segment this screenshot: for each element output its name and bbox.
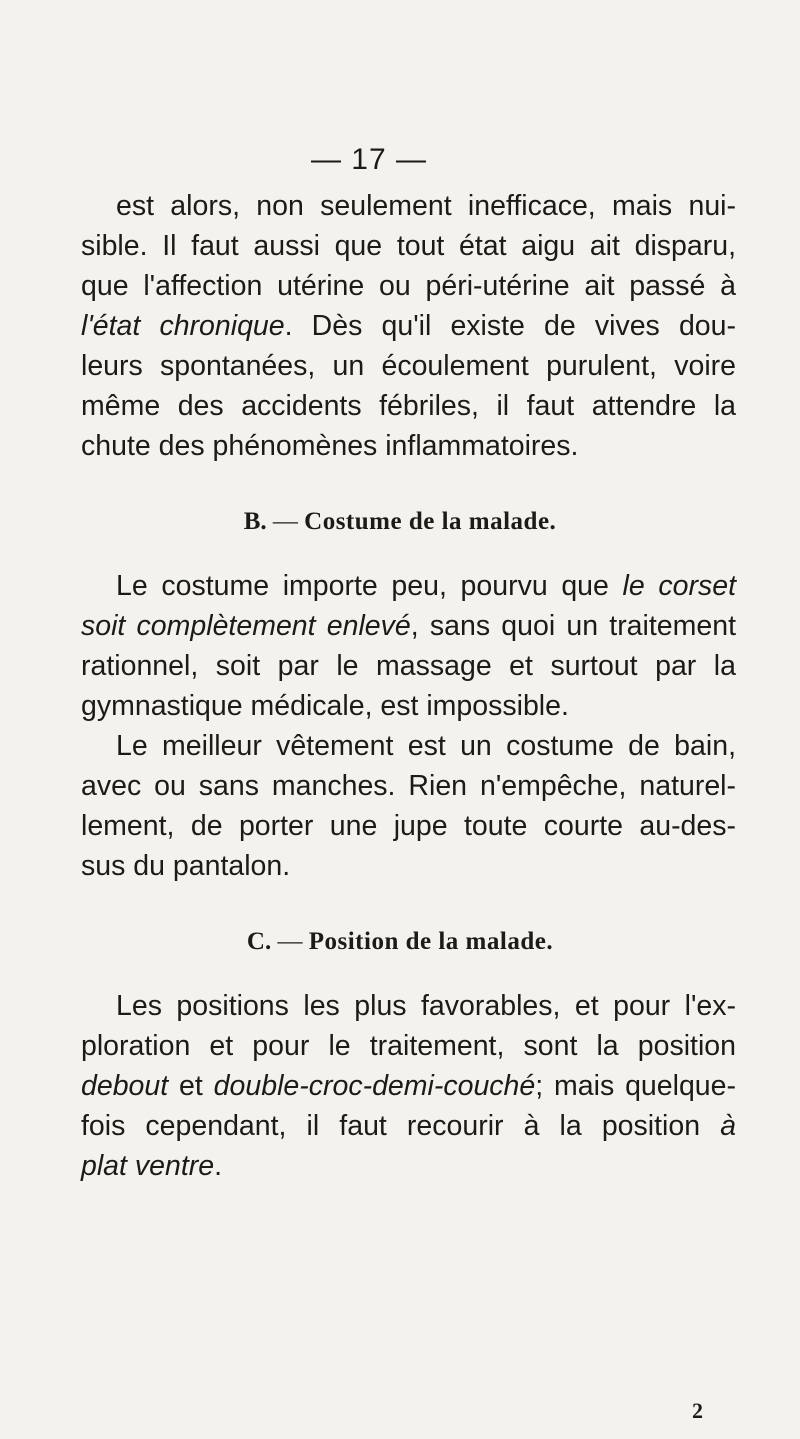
paragraph-2 [81,566,736,726]
text-line [81,986,736,1026]
text-line [81,346,736,386]
text-run: . [214,1150,223,1182]
text-run: sus du pantalon. [81,850,291,882]
text-run: gymnastique médicale, est impossible. [81,690,569,722]
section-letter: B. [243,508,267,535]
text-line [81,266,736,306]
section-title: Costume de la malade. [304,508,557,535]
italic-run: à [720,1110,736,1142]
text-run: rationnel, soit par le massage et surtout par la [81,650,736,682]
text-run: , sans quoi un traitement [410,610,736,642]
section-dash: — [271,928,309,955]
text-line [81,186,736,226]
page-number: — 17 — [310,143,428,176]
text-run: même des accidents fébriles, il faut attendre la [81,390,736,422]
text-line [81,226,736,266]
text-run: chute des phénomènes inflammatoires. [81,430,579,462]
text-run: sible. Il faut aussi que tout état aigu ait disparu, [81,230,736,262]
italic-run: debout [81,1070,169,1102]
text-line [81,1146,736,1186]
text-run: lement, de porter une jupe toute courte au-des- [81,810,736,842]
paragraph-4 [81,986,736,1186]
text-run: Les positions les plus favorables, et pour l'ex- [116,990,736,1022]
text-run: que l'affection utérine ou péri-utérine ait passé à [81,270,736,302]
text-line [81,1026,736,1066]
text-line [81,306,736,346]
section-dash: — [266,508,305,535]
section-heading-c [0,927,800,957]
signature-mark: 2 [692,1398,703,1423]
text-line [81,606,736,646]
text-run: leurs spontanées, un écoulement purulent, voire [81,350,736,382]
section-letter: C. [246,928,272,955]
text-line [81,386,736,426]
text-run: avec ou sans manches. Rien n'empêche, naturel- [81,770,736,802]
text-run: . Dès qu'il existe de vives dou- [284,310,736,342]
text-line [81,566,736,606]
text-line [81,1106,736,1146]
text-line [81,846,736,886]
section-heading-b [0,507,800,537]
text-run: est alors, non seulement inefficace, mais nui- [116,190,736,222]
italic-run: l'état chronique [81,310,285,342]
paragraph-3 [81,726,736,886]
text-line [81,766,736,806]
text-line [81,1066,736,1106]
italic-run: plat ventre [81,1150,215,1182]
text-run: ploration et pour le traitement, sont la position [81,1030,736,1062]
text-run: Le costume importe peu, pourvu que [116,570,623,602]
section-title: Position de la malade. [308,928,554,955]
text-run: ; mais quelque- [535,1070,736,1102]
text-run: Le meilleur vêtement est un costume de bain, [116,730,736,762]
text-run: fois cependant, il faut recourir à la position [81,1110,721,1142]
text-line [81,726,736,766]
text-line [81,426,736,466]
italic-run: double-croc-demi-couché [213,1070,536,1102]
italic-run: soit complètement enlevé [81,610,411,642]
text-run: et [168,1070,214,1102]
text-line [81,806,736,846]
text-line [81,686,736,726]
paragraph-1 [81,186,736,466]
text-line [81,646,736,686]
italic-run: le corset [622,570,736,602]
